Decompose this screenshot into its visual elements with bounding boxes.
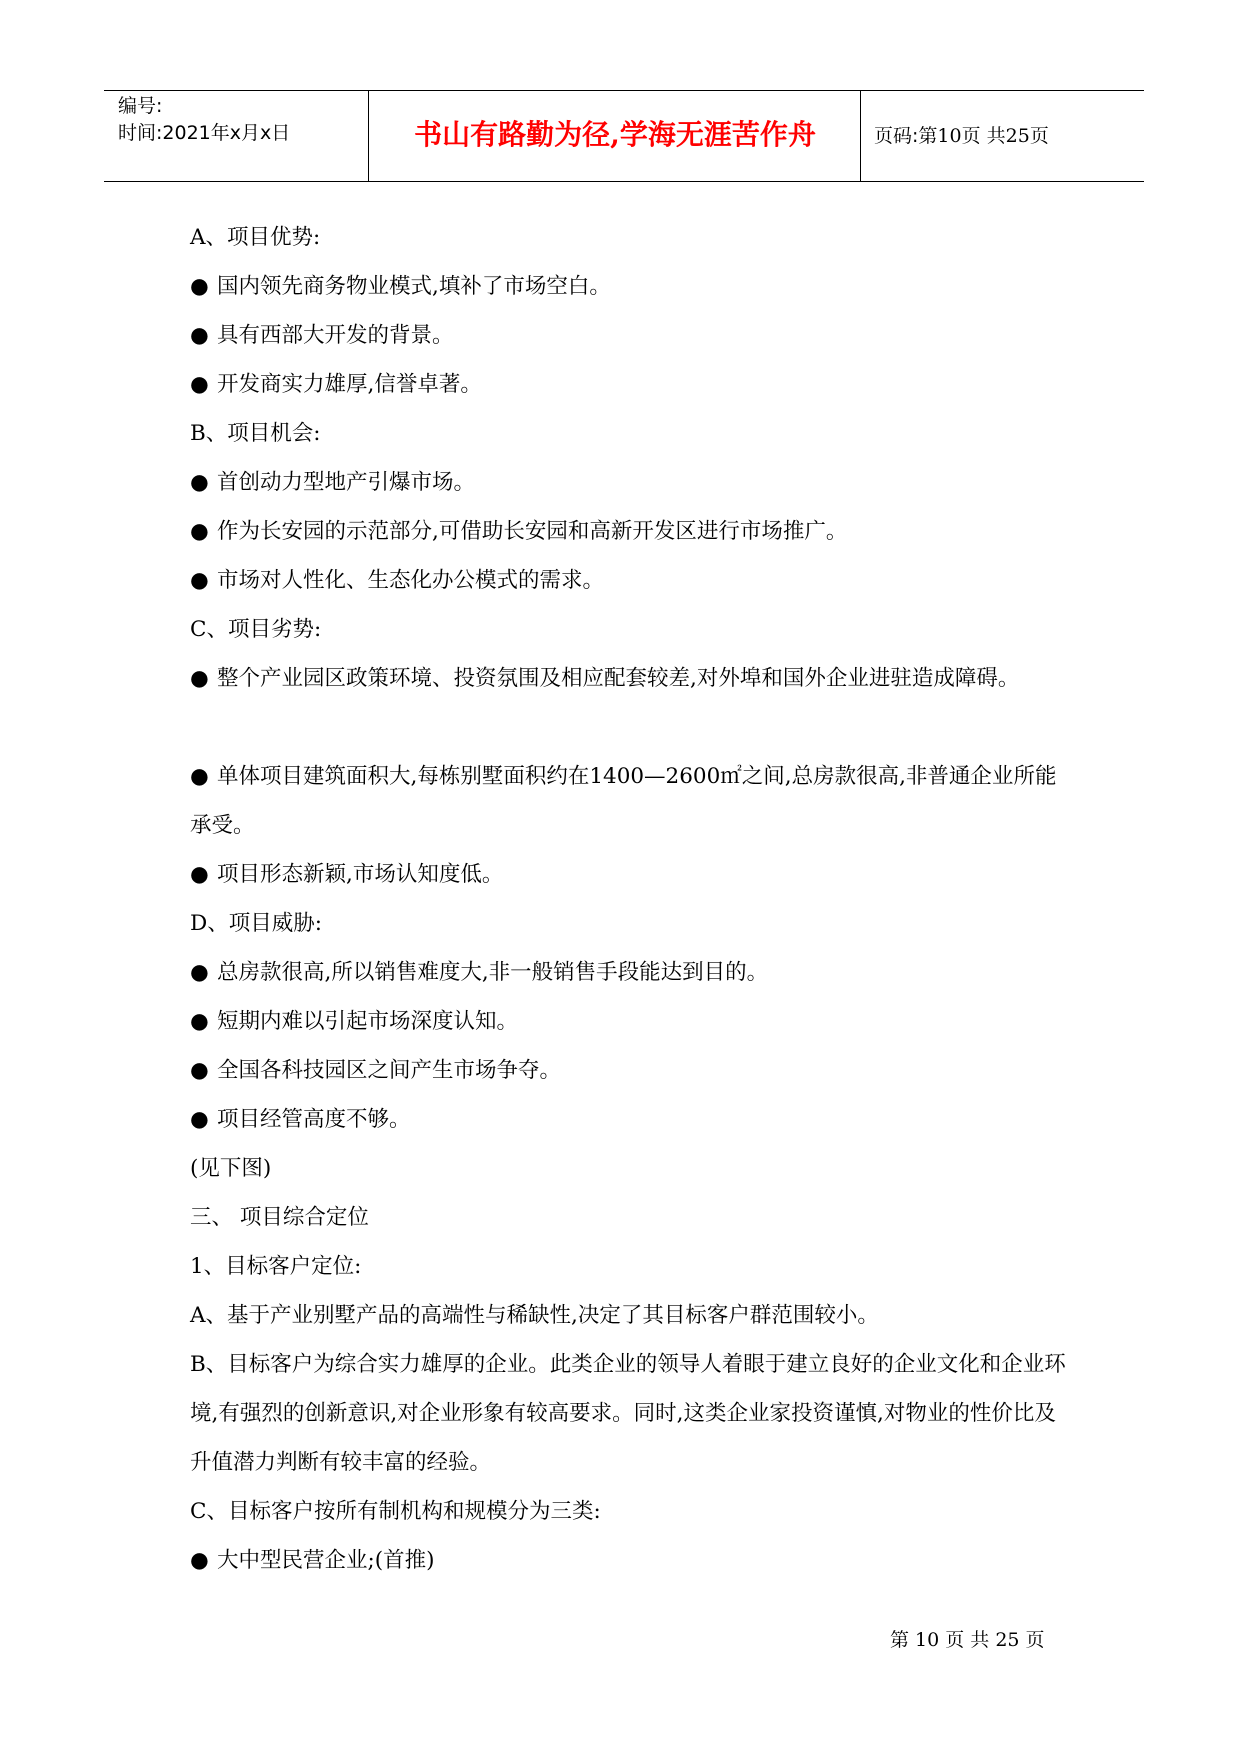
document-number-label: 编号: xyxy=(118,95,163,117)
list-item xyxy=(190,556,1070,605)
list-item xyxy=(190,1046,1070,1095)
list-item-text: 整个产业园区政策环境、投资氛围及相应配套较差,对外埠和国外企业进驻造成障碍。 xyxy=(217,666,1020,691)
paragraph-b: B、目标客户为综合实力雄厚的企业。此类企业的领导人着眼于建立良好的企业文化和企业环境,有强烈的创新意识,对企业形象有较高要求。同时,这类企业家投资谨慎,对物业的性价比及升值潜力判断有较丰富的经验。 xyxy=(190,1352,1066,1475)
list-item xyxy=(190,262,1070,311)
list-item-text: 大中型民营企业;(首推) xyxy=(217,1548,435,1573)
bullet-icon: ● xyxy=(190,666,209,691)
bullet-icon: ● xyxy=(190,862,209,887)
list-item xyxy=(190,311,1070,360)
bullet-icon: ● xyxy=(190,1058,209,1083)
bullet-icon: ● xyxy=(190,274,209,299)
list-item xyxy=(190,997,1070,1046)
section-heading-weaknesses: C、项目劣势: xyxy=(190,617,322,642)
page-mid: 页 共 xyxy=(961,125,1006,147)
header-motto: 书山有路勤为径,学海无涯苦作舟 xyxy=(414,118,816,151)
document-time-label: 时间:2021年x月x日 xyxy=(118,122,291,144)
see-below-note: (见下图) xyxy=(190,1156,272,1181)
list-item-text: 总房款很高,所以销售难度大,非一般销售手段能达到目的。 xyxy=(217,960,769,985)
bullet-icon: ● xyxy=(190,470,209,495)
page-total: 25 xyxy=(1005,125,1030,147)
list-item-text: 开发商实力雄厚,信誉卓著。 xyxy=(217,372,482,397)
header-divider-right xyxy=(860,91,861,181)
bullet-icon: ● xyxy=(190,960,209,985)
list-item xyxy=(190,752,1070,850)
list-item xyxy=(190,850,1070,899)
list-item xyxy=(190,507,1070,556)
section-heading-opportunities: B、项目机会: xyxy=(190,421,321,446)
list-item-text: 作为长安园的示范部分,可借助长安园和高新开发区进行市场推广。 xyxy=(217,519,848,544)
bullet-icon: ● xyxy=(190,1107,209,1132)
list-item-text: 项目形态新颖,市场认知度低。 xyxy=(217,862,504,887)
bullet-icon: ● xyxy=(190,323,209,348)
page-footer: 第 10 页 共 25 页 xyxy=(890,1629,1045,1651)
list-item xyxy=(190,1095,1070,1144)
list-item-text: 市场对人性化、生态化办公模式的需求。 xyxy=(217,568,605,593)
page-header xyxy=(104,90,1144,182)
list-item-text: 短期内难以引起市场深度认知。 xyxy=(217,1009,519,1034)
paragraph-c: C、目标客户按所有制机构和规模分为三类: xyxy=(190,1499,601,1524)
section-heading-threats: D、项目威胁: xyxy=(190,911,322,936)
list-item-text: 具有西部大开发的背景。 xyxy=(217,323,454,348)
bullet-icon: ● xyxy=(190,1548,209,1573)
paragraph-a: A、基于产业别墅产品的高端性与稀缺性,决定了其目标客户群范围较小。 xyxy=(190,1303,879,1328)
section-title-positioning: 三、 项目综合定位 xyxy=(190,1205,369,1230)
list-item xyxy=(190,360,1070,409)
list-item-text: 单体项目建筑面积大,每栋别墅面积约在1400—2600㎡之间,总房款很高,非普通企业所能承受。 xyxy=(190,764,1057,838)
list-item-text: 项目经管高度不够。 xyxy=(217,1107,411,1132)
list-item-text: 国内领先商务物业模式,填补了市场空白。 xyxy=(217,274,611,299)
list-item-text: 全国各科技园区之间产生市场争夺。 xyxy=(217,1058,562,1083)
list-item xyxy=(190,654,1070,752)
bullet-icon: ● xyxy=(190,519,209,544)
list-item-text: 首创动力型地产引爆市场。 xyxy=(217,470,476,495)
page-current: 10 xyxy=(937,125,962,147)
bullet-icon: ● xyxy=(190,764,209,789)
list-item xyxy=(190,1536,1070,1585)
document-body xyxy=(190,213,1070,1585)
header-page-info xyxy=(874,123,1144,150)
subsection-target-customers: 1、目标客户定位: xyxy=(190,1254,362,1279)
page-suffix: 页 xyxy=(1029,125,1049,147)
list-item xyxy=(190,458,1070,507)
bullet-icon: ● xyxy=(190,568,209,593)
bullet-icon: ● xyxy=(190,372,209,397)
header-left-cell xyxy=(118,93,368,147)
bullet-icon: ● xyxy=(190,1009,209,1034)
page-prefix: 页码:第 xyxy=(874,125,938,147)
list-item xyxy=(190,948,1070,997)
header-divider-left xyxy=(368,91,369,181)
section-heading-advantages: A、项目优势: xyxy=(190,225,321,250)
